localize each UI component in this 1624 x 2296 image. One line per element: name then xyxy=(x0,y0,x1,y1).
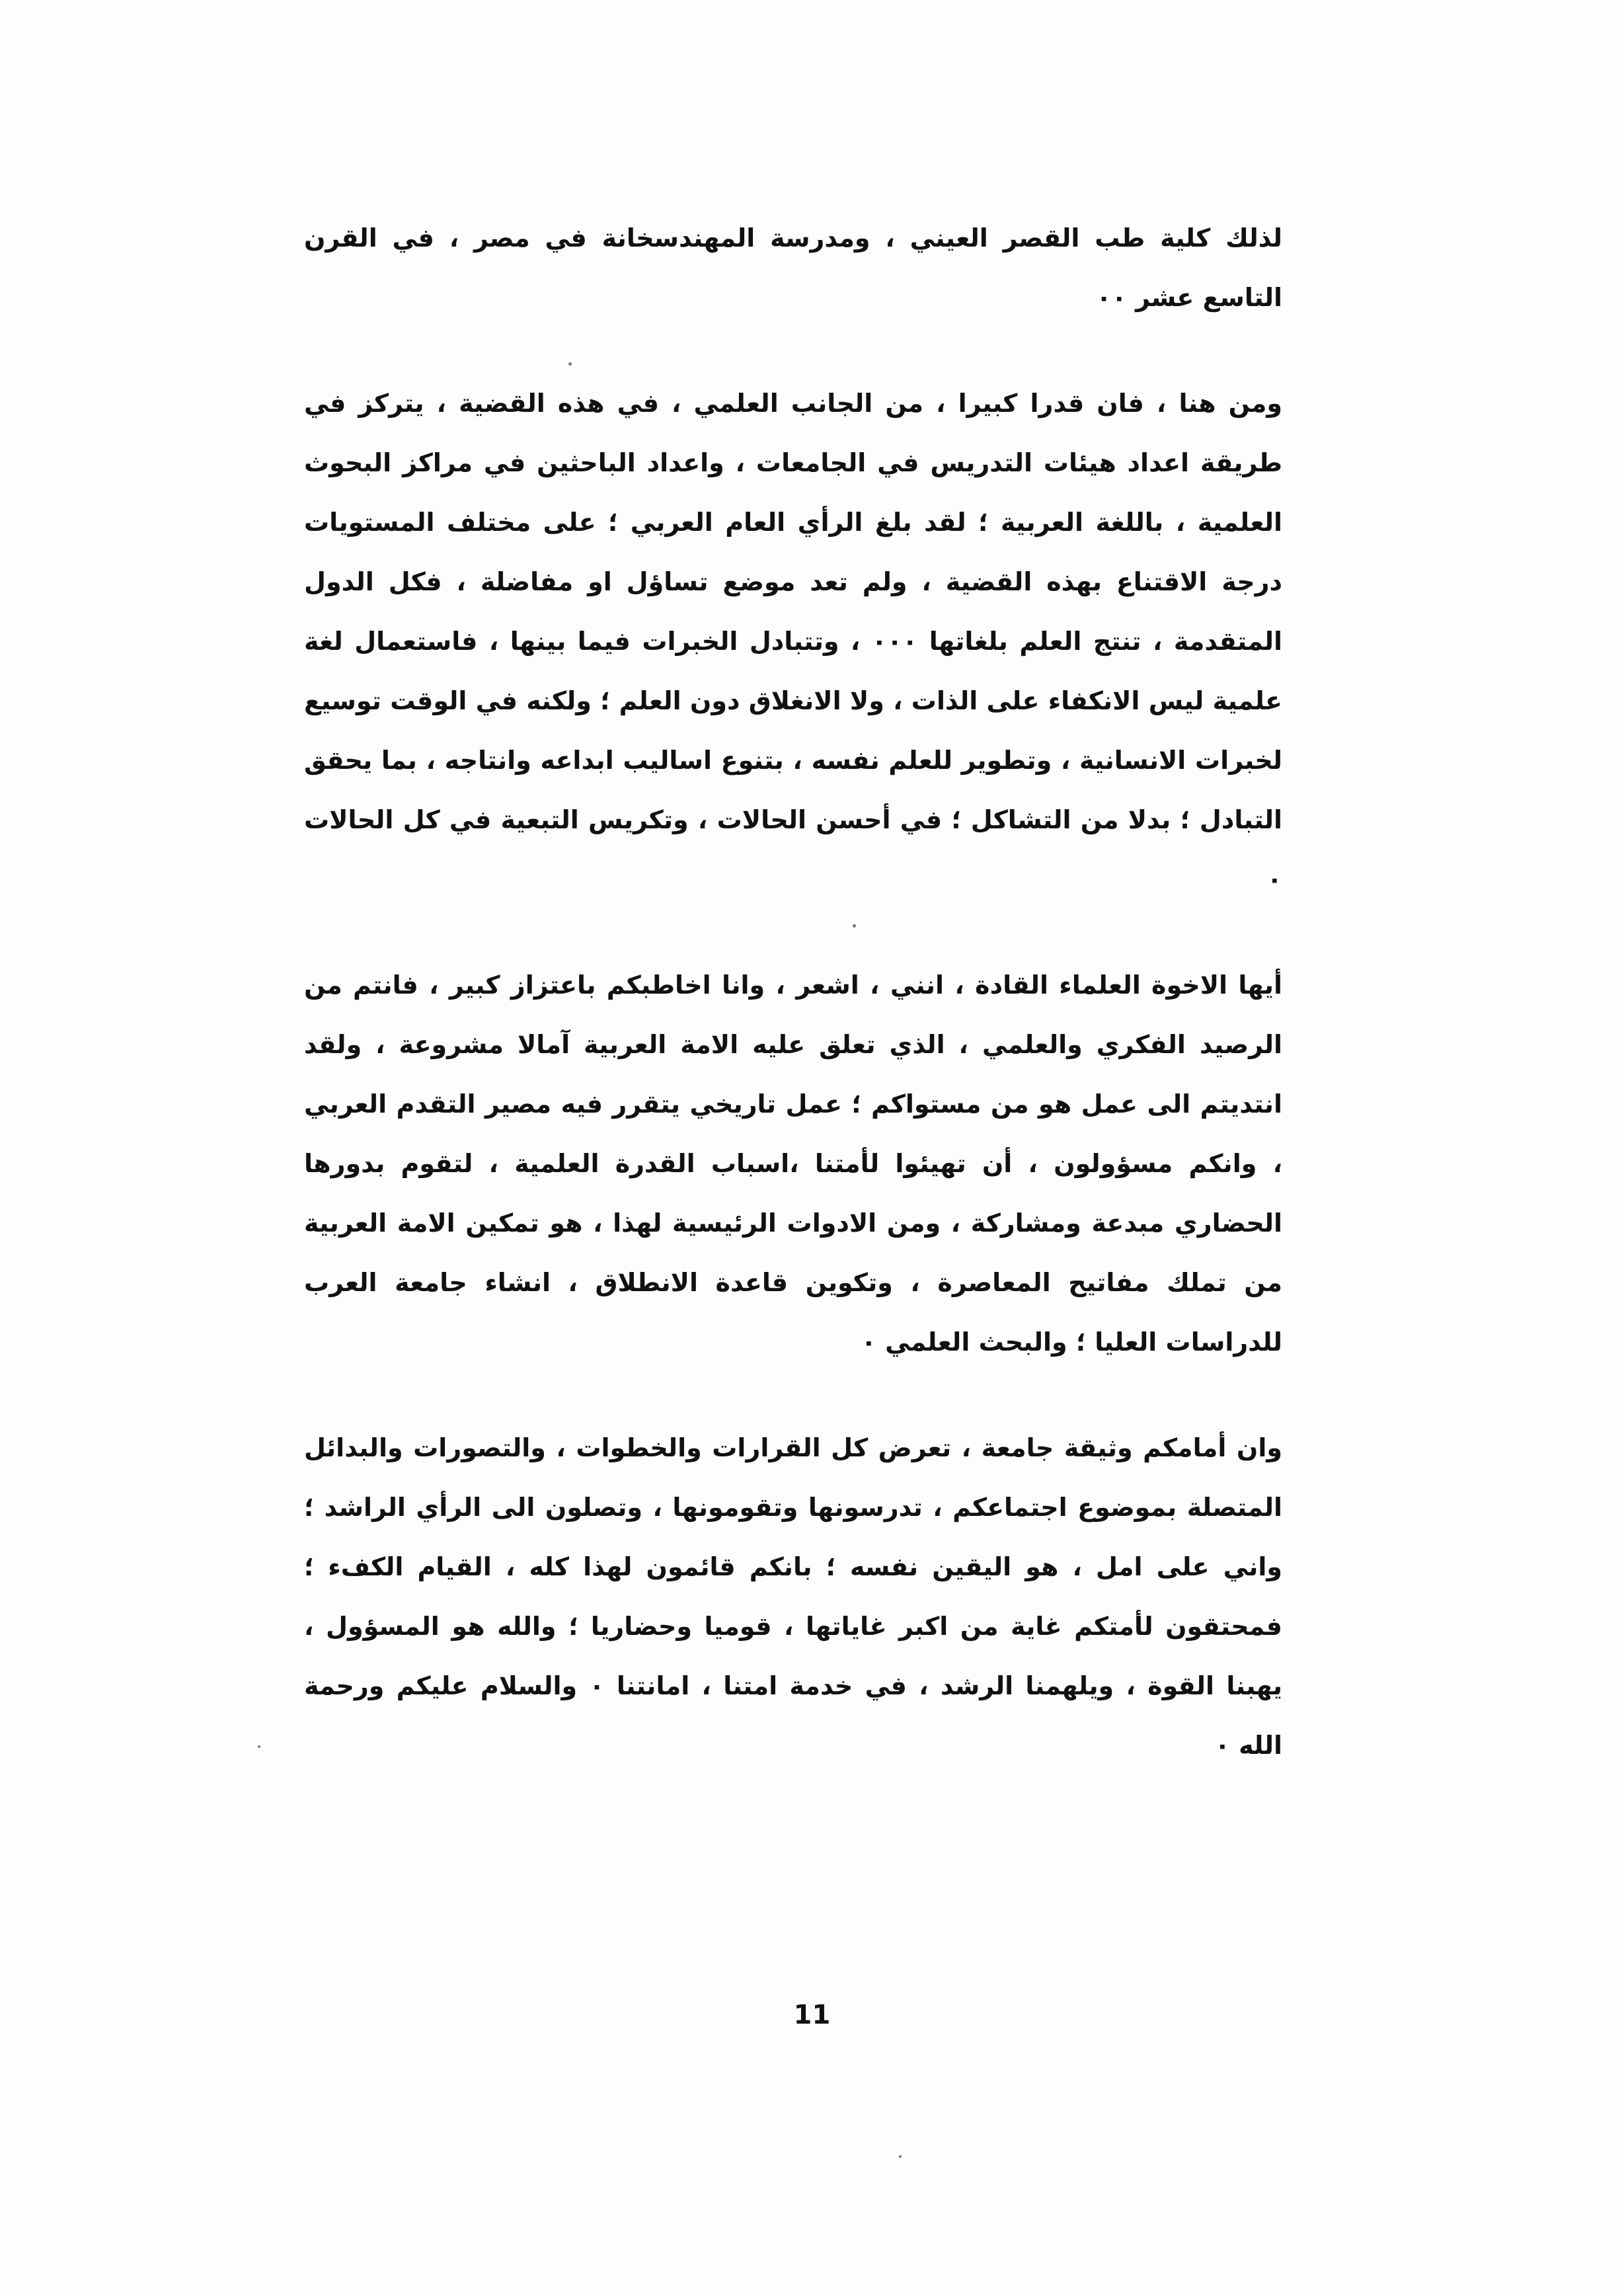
paragraph-text: وان أمامكم وثيقة جامعة ، تعرض كل القرارات والخطوات ، والتصورات والبدائل المتصلة بموضوع اجتماعكم ، تدرسونها وتقومونها ، وتصلون الى الرأي الراشد ؛ واني على امل ، هو اليقين نفسه ؛ بانكم قائمون لهذا كله ، القيام الكفء ؛ فمحتقون لأمتكم غاية من اكبر غاياتها ، قوميا وحضاريا ؛ والله هو المسؤول ، يهبنا القوة ، ويلهمنا الرشد ، في خدمة امتنا ، امانتنا ٠ والسلام عليكم ورحمة الله ٠ xyxy=(304,1433,1282,1760)
scan-speck xyxy=(853,924,856,928)
page-number: 11 xyxy=(793,2000,831,2030)
paragraph-text: لذلك كلية طب القصر العيني ، ومدرسة المهندسخانة في مصر ، في القرن التاسع عشر ٠٠ xyxy=(304,223,1282,312)
scan-speck xyxy=(568,362,572,366)
scan-speck xyxy=(258,1745,260,1748)
paragraph-4 xyxy=(304,1418,1282,1775)
paragraph-3 xyxy=(304,955,1282,1372)
paragraph-text: أيها الاخوة العلماء القادة ، انني ، اشعر ، وانا اخاطبكم باعتزاز كبير ، فانتم من الرصيد الفكري والعلمي ، الذي تعلق عليه الامة العربية آمالا مشروعة ، ولقد انتديتم الى عمل هو من مستواكم ؛ عمل تاريخي يتقرر فيه مصير التقدم العربي ، وانكم مسؤولون ، أن تهيئوا لأمتنا ،اسباب القدرة العلمية ، لتقوم بدورها الحضاري مبدعة ومشاركة ، ومن الادوات الرئيسية لهذا ، هو تمكين الامة العربية من تملك مفاتيح المعاصرة ، وتكوين قاعدة الانطلاق ، انشاء جامعة العرب للدراسات العليا ؛ والبحث العلمي ٠ xyxy=(304,970,1282,1357)
scan-speck xyxy=(899,2155,902,2158)
paragraph-text: ومن هنا ، فان قدرا كبيرا ، من الجانب العلمي ، في هذه القضية ، يتركز في طريقة اعداد هيئات التدريس في الجامعات ، واعداد الباحثين في مراكز البحوث العلمية ، باللغة العربية ؛ لقد بلغ الرأي العام العربي ؛ على مختلف المستويات درجة الاقتناع بهذه القضية ، ولم تعد موضع تساؤل او مفاضلة ، فكل الدول المتقدمة ، تنتج العلم بلغاتها ٠٠٠ ، وتتبادل الخبرات فيما بينها ، فاستعمال لغة علمية ليس الانكفاء على الذات ، ولا الانغلاق دون العلم ؛ ولكنه في الوقت توسيع لخبرات الانسانية ، وتطوير للعلم نفسه ، بتنوع اساليب ابداعه وانتاجه ، بما يحقق التبادل ؛ بدلا من التشاكل ؛ في أحسن الحالات ، وتكريس التبعية في كل الحالات ٠ xyxy=(304,389,1282,894)
paragraph-2 xyxy=(304,374,1282,909)
paragraph-1 xyxy=(304,208,1282,327)
